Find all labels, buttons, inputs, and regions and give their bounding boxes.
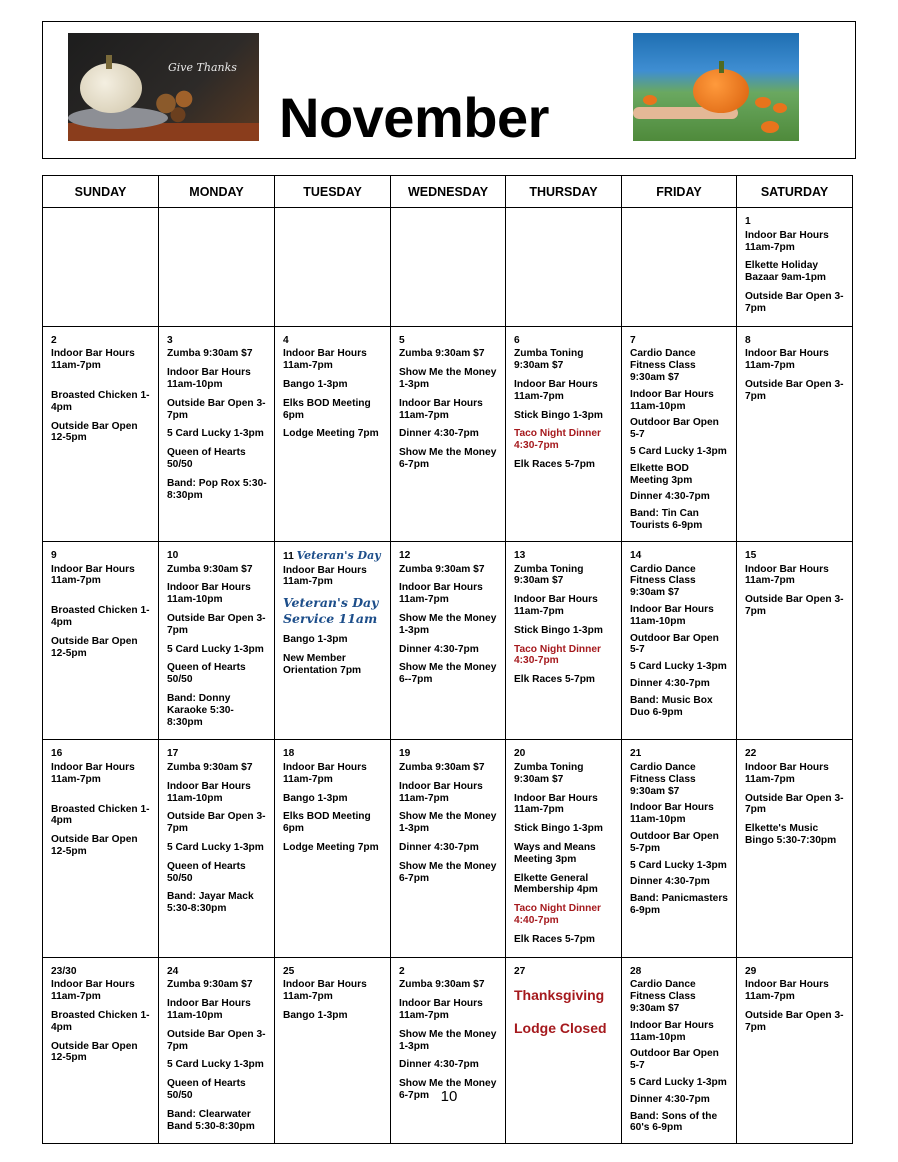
event-item: Bango 1-3pm xyxy=(283,378,348,390)
day-number: 1 xyxy=(745,216,751,227)
day-cell xyxy=(506,326,622,541)
event-item: Indoor Bar Hours 11am-10pm xyxy=(630,802,714,826)
event-item: Outside Bar Open 12-5pm xyxy=(51,834,138,858)
day-cell xyxy=(275,541,391,740)
day-cell xyxy=(506,541,622,740)
field-pumpkin xyxy=(773,103,787,113)
event-item: Indoor Bar Hours 11am-7pm xyxy=(514,594,598,617)
day-number-line xyxy=(51,966,152,978)
day-number: 14 xyxy=(630,549,642,561)
event-item: Dinner 4:30-7pm xyxy=(399,842,479,854)
event-item: Indoor Bar Hours 11am-7pm xyxy=(745,348,829,372)
event-item: Outside Bar Open 3-7pm xyxy=(745,378,844,402)
event-item: Indoor Bar Hours 11am-7pm xyxy=(745,762,829,785)
day-number-line xyxy=(630,550,730,562)
event-item: Cardio Dance Fitness Class 9:30am $7 xyxy=(630,762,696,797)
event-item: Show Me the Money 1-3pm xyxy=(399,1028,497,1052)
day-number: 25 xyxy=(283,965,295,977)
event-item: Zumba 9:30am $7 xyxy=(399,348,485,360)
day-number: 18 xyxy=(283,748,295,760)
event-item: Indoor Bar Hours 11am-7pm xyxy=(514,792,598,816)
day-cell xyxy=(737,208,853,327)
held-pumpkin xyxy=(693,69,749,113)
day-number: 4 xyxy=(283,334,289,346)
day-number: 19 xyxy=(399,748,411,760)
day-number-line xyxy=(514,335,615,347)
event-item: Elks BOD Meeting 6pm xyxy=(283,397,371,421)
event-item: Zumba 9:30am $7 xyxy=(167,348,253,360)
event-item: Queen of Hearts 50/50 xyxy=(167,860,246,884)
week-row xyxy=(43,957,853,1144)
event-item: Elkette General Membership 4pm xyxy=(514,872,598,896)
day-number: 20 xyxy=(514,748,526,760)
day-number: 29 xyxy=(745,965,757,977)
day-number-line xyxy=(745,335,846,347)
day-number-line xyxy=(745,550,846,562)
event-item: Indoor Bar Hours 11am-7pm xyxy=(51,348,135,372)
event-item: Stick Bingo 1-3pm xyxy=(514,409,603,421)
day-cell xyxy=(275,740,391,957)
weekday-header: SUNDAY xyxy=(43,176,159,208)
day-number-line xyxy=(399,550,499,562)
give-thanks-pumpkin-image xyxy=(68,33,259,141)
day-cell xyxy=(275,957,391,1144)
event-item: Stick Bingo 1-3pm xyxy=(514,624,603,636)
day-number-line xyxy=(51,335,152,347)
event-item: Outside Bar Open 12-5pm xyxy=(51,635,138,659)
event-item: Indoor Bar Hours 11am-7pm xyxy=(51,762,135,785)
event-item: Elk Races 5-7pm xyxy=(514,933,595,945)
day-number-line xyxy=(283,335,384,347)
day-number: 11 xyxy=(283,550,294,562)
event-item: Cardio Dance Fitness Class 9:30am $7 xyxy=(630,348,696,383)
day-cell xyxy=(737,957,853,1144)
event-item: Bango 1-3pm xyxy=(283,1010,348,1022)
event-item: Outside Bar Open 3-7pm xyxy=(745,290,844,314)
event-item: 5 Card Lucky 1-3pm xyxy=(167,842,264,854)
event-item: Indoor Bar Hours 11am-7pm xyxy=(51,563,135,587)
day-number: 28 xyxy=(630,965,642,977)
event-item: Broasted Chicken 1-4pm xyxy=(51,803,150,827)
day-number: 22 xyxy=(745,748,757,760)
day-number-line xyxy=(745,216,846,228)
day-cell xyxy=(391,208,506,327)
event-item: Broasted Chicken 1-4pm xyxy=(51,1010,150,1033)
event-item: Bango 1-3pm xyxy=(283,634,348,646)
pumpkin-stem xyxy=(719,61,724,73)
day-cell xyxy=(275,208,391,327)
weekday-header: TUESDAY xyxy=(275,176,391,208)
event-item: Outdoor Bar Open 5-7pm xyxy=(630,831,719,854)
event-item: Indoor Bar Hours 11am-7pm xyxy=(283,762,367,785)
event-item: Queen of Hearts 50/50 xyxy=(167,1078,246,1102)
event-item: Zumba Toning 9:30am $7 xyxy=(514,762,584,785)
day-cell xyxy=(391,326,506,541)
day-cell xyxy=(506,957,622,1144)
day-number-line xyxy=(630,335,730,347)
day-number-line xyxy=(514,966,615,978)
event-item: Elks BOD Meeting 6pm xyxy=(283,811,371,835)
day-number: 10 xyxy=(167,549,179,561)
event-item: Queen of Hearts 50/50 xyxy=(167,447,246,470)
day-number-line xyxy=(514,550,615,562)
day-cell xyxy=(391,541,506,740)
event-item: Band: Music Box Duo 6-9pm xyxy=(630,694,713,718)
day-cell xyxy=(622,326,737,541)
event-item: 5 Card Lucky 1-3pm xyxy=(167,643,264,655)
event-item: Band: Jayar Mack 5:30-8:30pm xyxy=(167,891,254,915)
day-cell xyxy=(275,326,391,541)
weekday-header: MONDAY xyxy=(159,176,275,208)
event-item: Indoor Bar Hours 11am-7pm xyxy=(745,563,829,587)
event-item: 5 Card Lucky 1-3pm xyxy=(630,1077,727,1089)
day-number: 3 xyxy=(167,334,173,346)
event-item: Outside Bar Open 3-7pm xyxy=(745,594,844,617)
day-number: 16 xyxy=(51,748,63,760)
event-item: Outside Bar Open 3-7pm xyxy=(167,397,266,421)
event-item: Indoor Bar Hours 11am-10pm xyxy=(167,582,251,606)
day-number-line xyxy=(167,550,268,562)
event-item: Indoor Bar Hours 11am-7pm xyxy=(399,397,483,421)
day-cell xyxy=(159,740,275,957)
event-item: Indoor Bar Hours 11am-7pm xyxy=(745,229,829,253)
event-item: Indoor Bar Hours 11am-7pm xyxy=(283,979,367,1003)
event-item: Band: Tin Can Tourists 6-9pm xyxy=(630,508,703,531)
event-item: Dinner 4:30-7pm xyxy=(630,677,710,689)
day-number-line xyxy=(283,966,384,978)
event-item: Indoor Bar Hours 11am-7pm xyxy=(399,582,483,606)
day-number: 27 xyxy=(514,965,526,977)
veterans-day-note: Veteran's Day xyxy=(296,548,381,562)
day-number: 13 xyxy=(514,549,526,561)
day-cell xyxy=(622,957,737,1144)
event-item: Indoor Bar Hours 11am-10pm xyxy=(167,998,251,1022)
day-cell xyxy=(506,208,622,327)
event-item: Veteran's Day Service 11am xyxy=(283,595,379,627)
event-item: Zumba Toning 9:30am $7 xyxy=(514,348,584,372)
month-title: November xyxy=(279,86,549,149)
day-cell xyxy=(506,740,622,957)
day-number-line xyxy=(51,748,152,760)
page-number: 10 xyxy=(440,1088,458,1105)
day-number-line xyxy=(167,335,268,347)
event-item: Elkette Holiday Bazaar 9am-1pm xyxy=(745,260,826,284)
event-item: Indoor Bar Hours 11am-7pm xyxy=(399,998,483,1022)
event-item: Show Me the Money 1-3pm xyxy=(399,811,497,835)
event-item: Show Me the Money 6-7pm xyxy=(399,860,497,884)
event-item: Zumba Toning 9:30am $7 xyxy=(514,563,584,587)
event-item: Ways and Means Meeting 3pm xyxy=(514,842,596,865)
event-item: Outdoor Bar Open 5-7 xyxy=(630,632,719,656)
event-item: Outside Bar Open 12-5pm xyxy=(51,1040,138,1064)
day-number: 6 xyxy=(514,334,520,346)
day-number-line xyxy=(745,966,846,978)
day-number: 2 xyxy=(51,334,57,346)
event-item: Indoor Bar Hours 11am-7pm xyxy=(745,979,829,1003)
event-item: Cardio Dance Fitness Class 9:30am $7 xyxy=(630,563,696,599)
give-thanks-caption: Give Thanks xyxy=(168,61,237,74)
event-item: Elk Races 5-7pm xyxy=(514,458,595,470)
event-item: Outside Bar Open 12-5pm xyxy=(51,420,138,444)
week-row xyxy=(43,326,853,541)
event-item: Zumba 9:30am $7 xyxy=(399,563,485,575)
event-item: Outside Bar Open 3-7pm xyxy=(167,1028,266,1052)
day-number-line xyxy=(514,748,615,760)
day-number: 2 xyxy=(399,965,405,977)
event-item: Zumba 9:30am $7 xyxy=(167,762,253,774)
day-cell xyxy=(43,326,159,541)
day-cell xyxy=(737,326,853,541)
event-item: 5 Card Lucky 1-3pm xyxy=(630,661,727,673)
event-item: Indoor Bar Hours 11am-7pm xyxy=(51,979,135,1003)
event-item: Indoor Bar Hours 11am-10pm xyxy=(630,388,714,412)
pumpkin-field-image xyxy=(633,33,799,141)
day-number-line xyxy=(167,966,268,978)
event-item: Show Me the Money 6-7pm xyxy=(399,1078,497,1102)
day-cell xyxy=(622,208,737,327)
event-item: Outside Bar Open 3-7pm xyxy=(745,1010,844,1033)
day-cell xyxy=(43,208,159,327)
day-cell xyxy=(391,957,506,1144)
weekday-header: THURSDAY xyxy=(506,176,622,208)
event-item: Band: Donny Karaoke 5:30-8:30pm xyxy=(167,692,234,728)
event-item: Dinner 4:30-7pm xyxy=(630,491,710,503)
event-item: Indoor Bar Hours 11am-7pm xyxy=(399,780,483,804)
event-item: Show Me the Money 6-7pm xyxy=(399,447,497,470)
day-number-line xyxy=(51,550,152,562)
event-item: Indoor Bar Hours 11am-10pm xyxy=(167,780,251,804)
week-row xyxy=(43,541,853,740)
day-cell xyxy=(737,541,853,740)
day-number: 24 xyxy=(167,965,179,977)
day-number-line xyxy=(167,748,268,760)
event-item: Stick Bingo 1-3pm xyxy=(514,823,603,835)
day-number: 5 xyxy=(399,334,405,346)
pumpkin-stem xyxy=(106,55,112,69)
day-cell xyxy=(159,326,275,541)
day-number-line xyxy=(630,748,730,760)
day-cell xyxy=(43,957,159,1144)
day-cell xyxy=(159,957,275,1144)
day-cell xyxy=(622,541,737,740)
event-item: Outdoor Bar Open 5-7 xyxy=(630,1048,719,1072)
event-item: Taco Night Dinner 4:40-7pm xyxy=(514,903,601,927)
day-cell xyxy=(43,541,159,740)
day-cell xyxy=(43,740,159,957)
event-item: Indoor Bar Hours 11am-7pm xyxy=(283,348,367,372)
event-item: Queen of Hearts 50/50 xyxy=(167,662,246,686)
event-item: 5 Card Lucky 1-3pm xyxy=(167,428,264,440)
event-item: Bango 1-3pm xyxy=(283,792,348,804)
day-number: 9 xyxy=(51,549,57,561)
event-item: Lodge Meeting 7pm xyxy=(283,428,379,440)
event-item: 5 Card Lucky 1-3pm xyxy=(630,859,727,871)
event-item: Elkette's Music Bingo 5:30-7:30pm xyxy=(745,823,837,847)
event-item: Outdoor Bar Open 5-7 xyxy=(630,417,719,441)
week-row xyxy=(43,208,853,327)
event-item: Dinner 4:30-7pm xyxy=(399,428,479,440)
weekday-header: FRIDAY xyxy=(622,176,737,208)
holiday-label: Thanksgiving xyxy=(514,987,605,1004)
day-number-line xyxy=(283,550,384,563)
event-item: Indoor Bar Hours 11am-10pm xyxy=(630,603,714,627)
day-cell xyxy=(622,740,737,957)
event-item: Show Me the Money 1-3pm xyxy=(399,367,497,390)
event-item: 5 Card Lucky 1-3pm xyxy=(630,445,727,457)
day-number: 23/30 xyxy=(51,965,77,977)
weekday-header: SATURDAY xyxy=(737,176,853,208)
day-number-line xyxy=(630,966,730,978)
event-item: Dinner 4:30-7pm xyxy=(630,876,710,888)
event-item: Elk Races 5-7pm xyxy=(514,674,595,686)
event-item: Dinner 4:30-7pm xyxy=(399,643,479,655)
event-item: Broasted Chicken 1-4pm xyxy=(51,605,150,628)
event-item: Indoor Bar Hours 11am-10pm xyxy=(167,367,251,390)
day-number: 7 xyxy=(630,334,636,346)
field-pumpkin xyxy=(761,121,779,133)
day-number-line xyxy=(283,748,384,760)
event-item: 5 Card Lucky 1-3pm xyxy=(167,1059,264,1071)
day-cell xyxy=(159,208,275,327)
calendar-table xyxy=(42,175,853,1144)
event-item: Indoor Bar Hours 11am-7pm xyxy=(514,378,598,402)
event-item: Taco Night Dinner 4:30-7pm xyxy=(514,643,601,667)
event-item: Band: Clearwater Band 5:30-8:30pm xyxy=(167,1108,255,1132)
event-item: Indoor Bar Hours 11am-7pm xyxy=(283,564,367,588)
event-item: Lodge Meeting 7pm xyxy=(283,842,379,854)
event-item: Outside Bar Open 3-7pm xyxy=(167,612,266,636)
event-item: Zumba 9:30am $7 xyxy=(399,762,485,774)
event-item: Outside Bar Open 3-7pm xyxy=(745,792,844,816)
event-item: New Member Orientation 7pm xyxy=(283,652,362,676)
event-item: Dinner 4:30-7pm xyxy=(630,1093,710,1105)
field-pumpkin xyxy=(643,95,657,105)
day-cell xyxy=(737,740,853,957)
event-item: Elkette BOD Meeting 3pm xyxy=(630,462,693,486)
white-pumpkin xyxy=(80,63,142,113)
day-cell xyxy=(159,541,275,740)
event-item: Zumba 9:30am $7 xyxy=(167,979,253,991)
day-number: 21 xyxy=(630,748,642,760)
week-row xyxy=(43,740,853,957)
event-item: Zumba 9:30am $7 xyxy=(167,563,253,575)
page-header xyxy=(42,21,856,159)
event-item: Zumba 9:30am $7 xyxy=(399,979,485,991)
event-item: Outside Bar Open 3-7pm xyxy=(167,811,266,835)
field-pumpkin xyxy=(755,97,771,108)
day-number: 17 xyxy=(167,748,179,760)
holiday-label: Lodge Closed xyxy=(514,1020,607,1037)
day-cell xyxy=(391,740,506,957)
event-item: Cardio Dance Fitness Class 9:30am $7 xyxy=(630,979,696,1015)
day-number: 15 xyxy=(745,549,757,561)
day-number-line xyxy=(745,748,846,760)
event-item: Taco Night Dinner 4:30-7pm xyxy=(514,428,601,452)
event-item: Dinner 4:30-7pm xyxy=(399,1059,479,1071)
weekday-header-row xyxy=(43,176,853,208)
weekday-header: WEDNESDAY xyxy=(391,176,506,208)
event-item: Band: Panicmasters 6-9pm xyxy=(630,893,728,917)
dried-leaves xyxy=(148,81,208,126)
event-item: Show Me the Money 6--7pm xyxy=(399,662,497,686)
event-item: Show Me the Money 1-3pm xyxy=(399,612,497,636)
day-number: 12 xyxy=(399,549,411,561)
day-number-line xyxy=(399,748,499,760)
event-item: Broasted Chicken 1-4pm xyxy=(51,389,150,413)
event-item: Indoor Bar Hours 11am-10pm xyxy=(630,1019,714,1043)
day-number: 8 xyxy=(745,334,751,346)
event-item: Band: Pop Rox 5:30-8:30pm xyxy=(167,477,267,501)
day-number-line xyxy=(399,966,499,978)
day-number-line xyxy=(399,335,499,347)
event-item: Band: Sons of the 60's 6-9pm xyxy=(630,1110,718,1134)
